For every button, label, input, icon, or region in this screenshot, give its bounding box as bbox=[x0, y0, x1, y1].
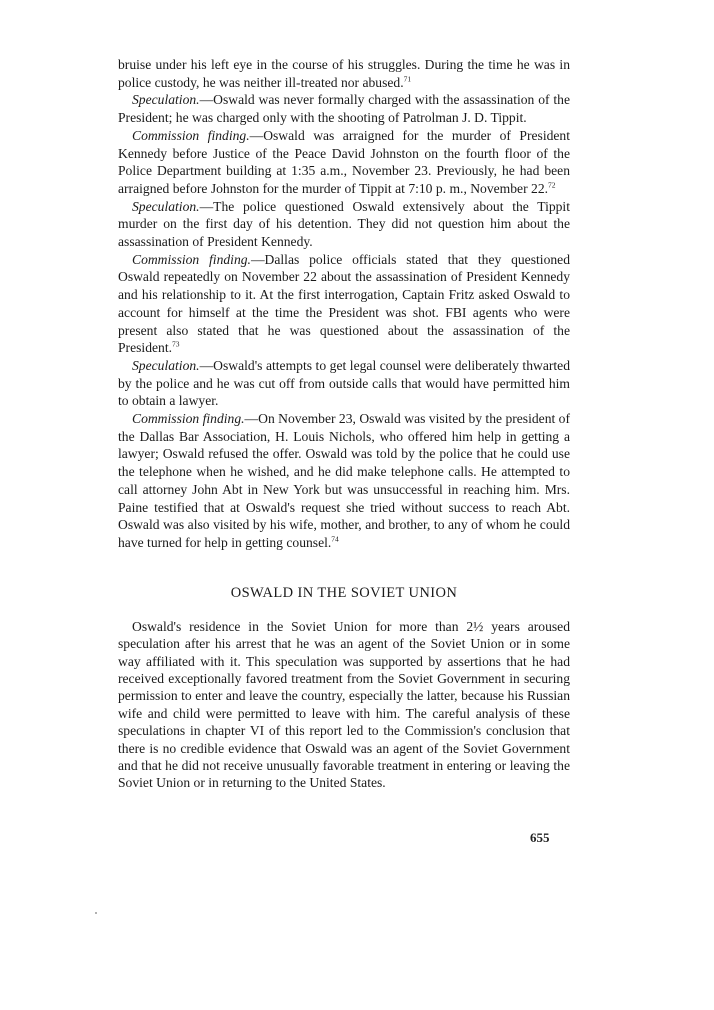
section-heading: OSWALD IN THE SOVIET UNION bbox=[230, 584, 458, 601]
speculation-label: Speculation. bbox=[132, 357, 200, 373]
footnote-ref-73: 73 bbox=[172, 339, 180, 349]
finding-label: Commission finding. bbox=[132, 127, 250, 143]
paragraph-6: Speculation.—Oswald's attempts to get legal counsel were deliberately thwarted by the police and he was cut off from outside calls that would have permitted him to obtain a lawyer. bbox=[118, 357, 570, 409]
paragraph-5: Commission finding.—Dallas police officials stated that they questioned Oswald repeatedly on November 22 about the assassination of President Kennedy and his relationship to it. At the first interrogation, Captain Fritz asked Oswald to account for himself at the time the President was shot. FBI agents who were present also stated that he was questioned about the assassination of the President.$^{73}$ bbox=[118, 251, 570, 356]
document-page bbox=[118, 56, 570, 792]
paragraph-8: Oswald's residence in the Soviet Union for more than 2½ years aroused speculation after his arrest that he was an agent of the Soviet Union or in some way affiliated with it. This speculation was supported by assertions that he had received exceptionally favored treatment from the Soviet Government in securing permission to enter and leave the country, especially the latter, because his Russian wife and child were permitted to leave with him. The careful analysis of these speculations in chapter VI of this report led to the Commission's conclusion that there is no credible evidence that Oswald was an agent of the Soviet Government and that he did not receive unusually favorable treatment in entering or leaving the Soviet Union or in returning to the United States. bbox=[118, 618, 570, 791]
footnote-ref-71: 71 bbox=[403, 74, 412, 84]
page-number: 655 bbox=[530, 830, 550, 845]
finding-label: Commission finding. bbox=[132, 411, 245, 427]
paragraph-2: Speculation.—Oswald was never formally charged with the assassination of the President; he was charged only with the shooting of Patrolman J. D. Tippit. bbox=[118, 92, 570, 126]
paragraph-1: bruise under his left eye in the course of his struggles. During the time he was in police custody, he was neither ill-treated nor abused.$^{71}$ bbox=[118, 57, 570, 90]
paragraph-7: Commission finding.—On November 23, Oswald was visited by the president of the Dallas Bar Association, H. Louis Nichols, who offered him help in getting a lawyer; Oswald refused the offer. Oswald was told by the police that he could use the telephone when he wished, and he did make telephone calls. He attempted to call attorney John Abt in New York but was unsuccessful in reaching him. Mrs. Paine testified that at Oswald's request she tried without success to reach Abt. Oswald was also visited by his wife, mother, and brother, to any of whom he could have turned for help in getting counsel.$^{74}$ bbox=[118, 411, 570, 550]
paragraph-3: Commission finding.—Oswald was arraigned for the murder of President Kennedy before Justice of the Peace David Johnston on the fourth floor of the Police Department building at 1:35 a.m., November 23. Previously, he had been arraigned before Johnston for the murder of Tippit at 7:10 p. m., November 22.72 bbox=[118, 127, 570, 196]
paragraph-4: Speculation.—The police questioned Oswald extensively about the Tippit murder on the first day of his detention. They did not question him about the assassination of President Kennedy. bbox=[118, 198, 570, 250]
finding-label: Commission finding. bbox=[132, 251, 251, 267]
speculation-label: Speculation. bbox=[132, 198, 200, 214]
scan-speck bbox=[95, 912, 97, 914]
footnote-ref-72: 72 bbox=[548, 180, 556, 190]
speculation-label: Speculation. bbox=[132, 92, 200, 108]
section-body bbox=[118, 618, 570, 792]
footnote-ref-74: 74 bbox=[331, 534, 339, 544]
